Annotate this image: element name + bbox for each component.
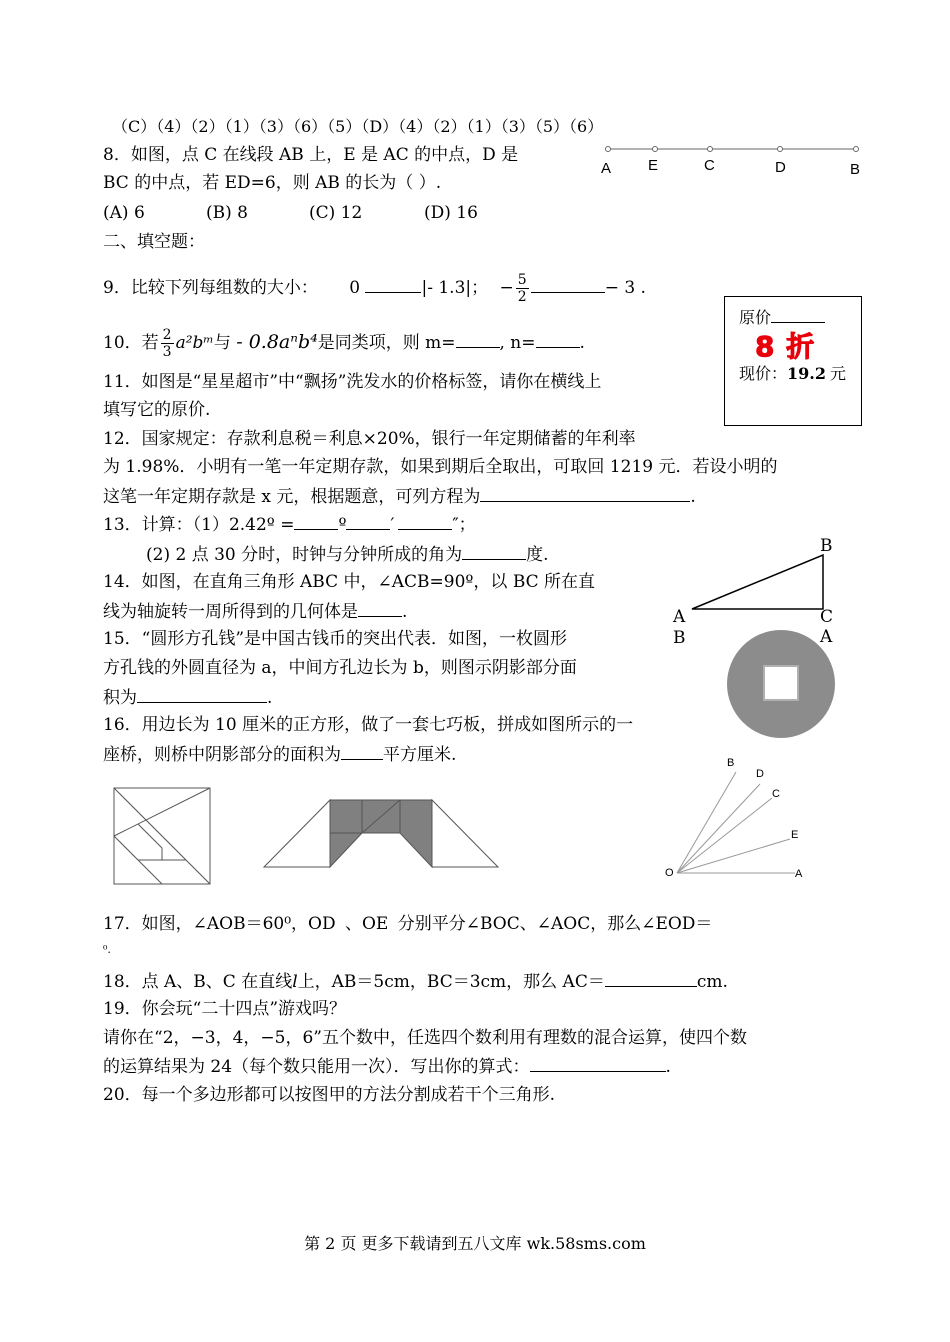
q9-blank-2[interactable]	[531, 276, 605, 293]
q10-denominator: 3	[162, 344, 172, 360]
label-c: C	[704, 157, 715, 174]
q9-denominator: 2	[517, 289, 527, 305]
price-tag-original-label: 原价	[739, 308, 772, 327]
q13-prefix: 13．计算：（1）2.42º =	[103, 515, 295, 535]
q17-line2: ⁰.	[103, 943, 111, 956]
tangram-line-1	[114, 788, 210, 836]
q18-end: cm.	[696, 972, 728, 992]
q16-line2-end: 平方厘米.	[383, 745, 457, 765]
q19-line3	[103, 1055, 671, 1078]
price-tag-current	[739, 361, 846, 384]
stray-label-b: A	[820, 627, 833, 647]
q9-tail: − 3 .	[604, 278, 646, 298]
q9-numerator: 5	[517, 272, 527, 288]
right-triangle-figure	[680, 545, 840, 620]
q19-line3-text: 的运算结果为 24（每个数只能用一次）．写出你的算式：	[103, 1057, 530, 1077]
q10-blank-m[interactable]	[456, 331, 500, 348]
q12-line1: 12．国家规定：存款利息税＝利息×20%，银行一年定期储蓄的年利率	[103, 429, 636, 449]
q12-line3-text: 这笔一年定期存款是 x 元，根据题意，可列方程为	[103, 487, 481, 507]
angle-label-a: A	[795, 868, 803, 880]
label-d: D	[775, 159, 786, 176]
q10-fraction	[161, 327, 174, 360]
ray-oc	[677, 798, 772, 873]
q9-prefix: 9．比较下列每组数的大小：	[103, 278, 318, 298]
page-footer: 第 2 页 更多下载请到五八文库 wk.58sms.com	[304, 1234, 646, 1253]
q10-term1: a²bᵐ	[175, 333, 214, 353]
tangram-line-5	[138, 860, 162, 884]
point-b	[854, 147, 859, 152]
q16-line2-text: 座桥，则桥中阴影部分的面积为	[103, 745, 341, 765]
q8-line2: BC 的中点，若 ED=6，则 AB 的长为（ ）.	[103, 173, 442, 193]
q19-line1: 19．你会玩“二十四点”游戏吗？	[103, 999, 347, 1019]
q8-option-a: (A) 6	[103, 203, 145, 223]
coin-figure	[724, 627, 838, 741]
q15-line2: 方孔钱的外圆直径为 a，中间方孔边长为 b，则图示阴影部分面	[103, 658, 577, 678]
tangram-diagonal	[114, 788, 210, 884]
q10-suffix1: 是同类项，则 m=	[317, 333, 456, 353]
q10-end: .	[579, 333, 585, 353]
q13-min: ′	[390, 515, 395, 535]
q13-line2-text: (2) 2 点 30 分时，时钟与分钟所成的角为	[146, 545, 463, 565]
q19-line3-end: .	[665, 1057, 671, 1077]
tangram-line-3	[114, 836, 138, 860]
q7-options: （C）（4）（2）（1）（3）（6）（5）（D）（4）（2）（1）（3）（5）（6）	[112, 117, 604, 136]
bridge-figure	[258, 797, 506, 871]
q16-line1: 16．用边长为 10 厘米的正方形，做了一套七巧板，拼成如图所示的一	[103, 715, 634, 735]
q14-line2	[103, 600, 407, 623]
q11-line1: 11．如图是“星星超市”中“飘扬”洗发水的价格标签，请你在横线上	[103, 372, 602, 392]
q10-suffix2: , n=	[499, 333, 536, 353]
point-c	[708, 147, 713, 152]
angle-figure	[660, 750, 840, 880]
bridge-right-triangle	[432, 800, 498, 867]
angle-label-d: D	[756, 768, 764, 780]
q13-blank-deg[interactable]	[294, 513, 338, 530]
q14-line1: 14．如图，在直角三角形 ABC 中，∠ACB=90º，以 BC 所在直	[103, 572, 596, 592]
angle-label-o: O	[665, 867, 674, 879]
angle-label-c: C	[772, 788, 780, 800]
q10-prefix: 10．若	[103, 333, 159, 353]
section-title: 二、填空题：	[103, 232, 205, 252]
triangle-label-c: C	[820, 607, 834, 627]
q12-line3	[103, 485, 696, 508]
triangle-label-a: A	[673, 607, 686, 627]
coin-square-hole	[764, 666, 798, 700]
q14-blank[interactable]	[358, 600, 402, 617]
q12-line2: 为 1.98%．小明有一笔一年定期存款，如果到期后全取出，可取回 1219 元．若设小明的	[103, 457, 778, 477]
q15-line3	[103, 686, 272, 709]
q18	[103, 970, 728, 993]
q8-option-d: (D) 16	[424, 203, 478, 223]
angle-label-e: E	[791, 829, 799, 841]
label-b: B	[850, 161, 861, 178]
q11-line2: 填写它的原价.	[103, 400, 211, 420]
discount-stamp: 8 折	[755, 330, 816, 363]
q9-blank-1[interactable]	[365, 276, 421, 293]
q15-blank[interactable]	[137, 686, 267, 703]
q13-deg: º	[338, 515, 347, 535]
q15-line1: 15．“圆形方孔钱”是中国古钱币的突出代表．如图，一枚圆形	[103, 629, 568, 649]
q16-blank[interactable]	[341, 743, 383, 760]
q9-zero: 0	[349, 278, 361, 298]
segment-figure	[600, 140, 870, 180]
q8-line1: 8．如图，点 C 在线段 AB 上，E 是 AC 的中点，D 是	[103, 145, 519, 165]
price-tag-unit: 元	[829, 364, 846, 383]
label-e: E	[648, 157, 659, 174]
q10-term2: - 0.8aⁿb⁴	[236, 331, 318, 353]
price-tag-original-blank[interactable]	[771, 306, 825, 323]
q13-blank-sec[interactable]	[398, 513, 452, 530]
q8-option-b: (B) 8	[206, 203, 248, 223]
tangram-line-2	[138, 824, 162, 848]
price-tag	[724, 296, 862, 426]
bridge-left-triangle	[264, 800, 330, 867]
ray-od	[677, 784, 760, 873]
q18-mid: 上，AB＝5cm，BC＝3cm，那么 AC＝	[297, 972, 605, 992]
q8-option-c: (C) 12	[309, 203, 363, 223]
q13-line1	[103, 513, 476, 536]
q10-numerator: 2	[162, 327, 172, 343]
q15-line3-end: .	[267, 688, 273, 708]
q14-line2-text: 线为轴旋转一周所得到的几何体是	[103, 602, 358, 622]
price-tag-current-label: 现价：	[739, 364, 788, 383]
q13-line2	[146, 543, 549, 566]
q13-line2-end: 度.	[526, 545, 549, 565]
q10-blank-n[interactable]	[536, 331, 580, 348]
q19-line2: 请你在“2，−3，4，−5，6”五个数中，任选四个数利用有理数的混合运算，使四个数	[103, 1028, 747, 1048]
triangle-abc	[692, 555, 823, 609]
point-d	[778, 147, 783, 152]
label-a: A	[601, 160, 612, 177]
price-tag-current-value: 19.2	[787, 364, 826, 383]
q9-minus: −	[499, 278, 514, 298]
q9-fraction	[516, 272, 529, 305]
stray-label-a: B	[673, 628, 686, 648]
q18-line-l: l	[292, 972, 298, 992]
triangle-label-b: B	[820, 536, 833, 556]
q12-blank[interactable]	[480, 485, 690, 502]
point-e	[653, 147, 658, 152]
q15-line3-text: 积为	[103, 688, 137, 708]
q9-abs: |- 1.3|	[421, 278, 472, 298]
q12-line3-end: .	[690, 487, 696, 507]
q13-blank-min[interactable]	[346, 513, 390, 530]
q18-prefix: 18．点 A、B、C 在直线	[103, 972, 293, 992]
q18-blank[interactable]	[605, 970, 697, 987]
q9-sep: ；	[471, 278, 489, 298]
q16-line2	[103, 743, 456, 766]
tangram-square-figure	[110, 785, 214, 887]
point-a	[606, 147, 611, 152]
q10-mid: 与	[213, 333, 231, 353]
q20: 20．每一个多边形都可以按图甲的方法分割成若干个三角形.	[103, 1085, 556, 1105]
q14-line2-end: .	[402, 602, 408, 622]
q10	[103, 327, 585, 360]
q9	[103, 272, 646, 305]
q19-blank[interactable]	[530, 1055, 666, 1072]
angle-label-b: B	[727, 757, 735, 769]
q13-sec: ″；	[452, 515, 476, 535]
q17-line1: 17．如图，∠AOB＝60⁰，OD 、OE 分别平分∠BOC、∠AOC，那么∠EOD＝	[103, 914, 713, 934]
q13-blank-angle[interactable]	[462, 543, 526, 560]
